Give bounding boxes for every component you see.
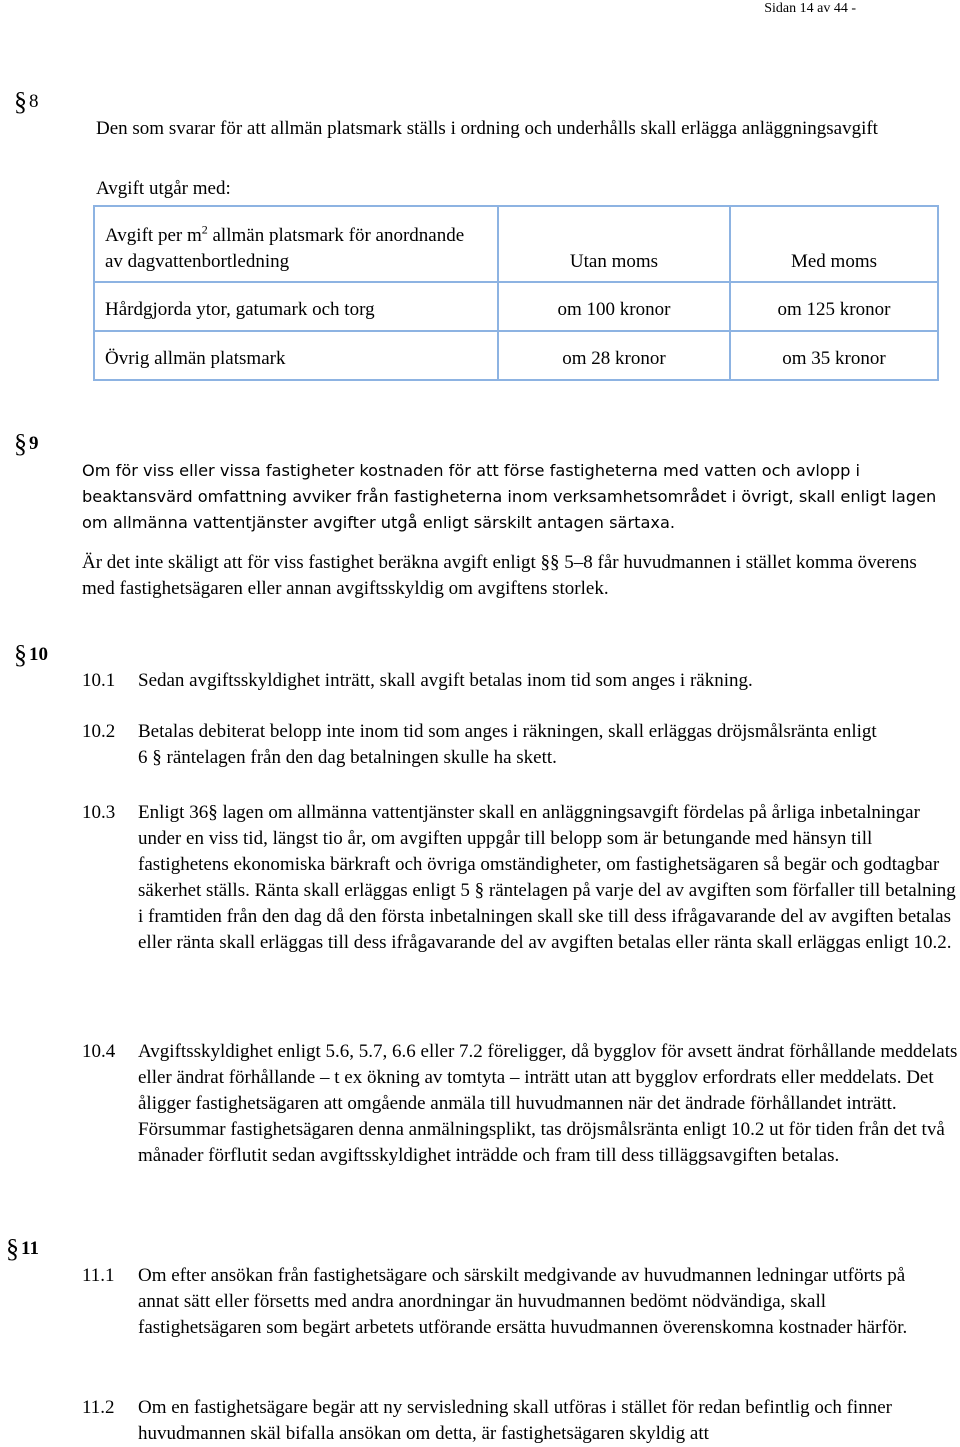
page-number-header: Sidan 14 av 44 - — [764, 1, 856, 16]
section-number: 11 — [21, 1238, 39, 1259]
item-text: Betalas debiterat belopp inte inom tid som anges i räkningen, skall erläggas dröjsmålsränta enligt 6 § räntelagen från den dag betalningen skulle ha skett. — [138, 721, 877, 768]
table-row — [94, 331, 938, 380]
header-text: av dagvattenbortledning — [105, 251, 290, 272]
item-number: 10.4 — [82, 1041, 116, 1062]
paragraph: Avgift utgår med: — [96, 178, 231, 199]
section-8-intro — [96, 116, 926, 142]
section-11-heading — [6, 1234, 39, 1263]
table-header-cell — [94, 206, 498, 282]
item-number: 10.2 — [82, 721, 116, 742]
row-label: Övrig allmän platsmark — [94, 331, 498, 380]
section-symbol: § — [14, 87, 27, 116]
item-number: 11.1 — [82, 1265, 115, 1286]
col-header-with-vat: Med moms — [730, 206, 938, 282]
list-item — [82, 1039, 960, 1169]
section-number: 8 — [29, 91, 39, 112]
cell-without-vat: om 28 kronor — [498, 331, 730, 380]
section-symbol: § — [14, 429, 27, 458]
row-label: Hårdgjorda ytor, gatumark och torg — [94, 282, 498, 331]
cell-with-vat: om 35 kronor — [730, 331, 938, 380]
table-row — [94, 282, 938, 331]
item-number: 10.3 — [82, 802, 116, 823]
list-item — [82, 719, 882, 771]
cell-with-vat: om 125 kronor — [730, 282, 938, 331]
section-number: 10 — [29, 644, 48, 665]
section-symbol: § — [14, 640, 27, 669]
header-text: Avgift per m — [105, 225, 202, 246]
paragraph: Den som svarar för att allmän platsmark ställs i ordning och underhålls skall erlägga anläggningsavgift — [96, 118, 878, 139]
section-10-heading — [14, 640, 48, 669]
superscript: 2 — [201, 222, 208, 237]
fee-table — [93, 205, 939, 381]
section-9-body — [82, 458, 960, 602]
fee-intro — [96, 176, 231, 202]
list-item — [82, 668, 952, 694]
paragraph: Om för viss eller vissa fastigheter kostnaden för att förse fastigheterna med vatten och avlopp i beaktansvärd omfattning avviker från fastigheterna inom verksamhetsområdet i övrigt, skall enligt lagen om allmänna vattentjänster avgifter utgå enligt särskilt antagen särtaxa. — [82, 461, 937, 532]
section-8-heading — [14, 87, 39, 116]
section-symbol: § — [6, 1234, 19, 1263]
item-number: 11.2 — [82, 1397, 115, 1418]
item-number: 10.1 — [82, 670, 116, 691]
item-text: Enligt 36§ lagen om allmänna vattentjänster skall en anläggningsavgift fördelas på årliga inbetalningar under en viss tid, längst tio år, om avgiften uppgår till belopp som är betungande med hänsyn till fastighetens ekonomiska bärkraft och övriga omständigheter, om fastighetsägaren så begär och godtagbar säkerhet ställs. Ränta skall erläggas enligt 5 § räntelagen på varje del av avgiften som förfaller till betalning i framtiden från den dag då den första inbetalningen skall ske till dess ifrågavarande del av avgiften betalas eller ränta skall erläggas till dess ifrågavarande del av avgiften betalas eller ränta skall erläggas enligt 10.2. — [138, 802, 956, 953]
list-item — [82, 1263, 942, 1341]
item-text: Sedan avgiftsskyldighet inträtt, skall avgift betalas inom tid som anges i räkning. — [138, 670, 753, 691]
item-text: Om efter ansökan från fastighetsägare och särskilt medgivande av huvudmannen ledningar utförts på annat sätt eller försetts med andra anordningar än huvudmannen bedömt nödvändiga, skall fastighetsägaren som begärt arbetets utförande ersätta huvudmannen överenskomna kostnader härför. — [138, 1265, 908, 1338]
list-item — [82, 800, 960, 956]
col-header-without-vat: Utan moms — [498, 206, 730, 282]
item-text: Avgiftsskyldighet enligt 5.6, 5.7, 6.6 eller 7.2 föreligger, då bygglov för avsett ändrat förhållande meddelats eller ändrat förhållande – t ex ökning av tomtyta – inträtt utan att bygglov erfordrats eller meddelats. Det åligger fastighetsägaren att omgående anmäla till huvudmannen när det ändrade förhållandet inträtt. Försummar fastighetsägaren denna anmälningsplikt, tas dröjsmålsränta enligt 10.2 ut för tiden från det två månader förflutit sedan avgiftsskyldighet inträdde och fram till dess tilläggsavgiften betalas. — [138, 1041, 958, 1166]
table-header-row — [94, 206, 938, 282]
list-item — [82, 1395, 960, 1447]
paragraph: Är det inte skäligt att för viss fastighet beräkna avgift enligt §§ 5–8 får huvudmannen i stället komma överens med fastighetsägaren eller annan avgiftsskyldig om avgiftens storlek. — [82, 552, 917, 599]
section-number: 9 — [29, 433, 39, 454]
item-text: Om en fastighetsägare begär att ny servisledning skall utföras i stället för redan befintlig och finner huvudmannen skäl bifalla ansökan om detta, är fastighetsägaren skyldig att — [138, 1397, 892, 1444]
header-text: allmän platsmark för anordnande — [207, 225, 465, 246]
section-9-heading — [14, 429, 39, 458]
cell-without-vat: om 100 kronor — [498, 282, 730, 331]
